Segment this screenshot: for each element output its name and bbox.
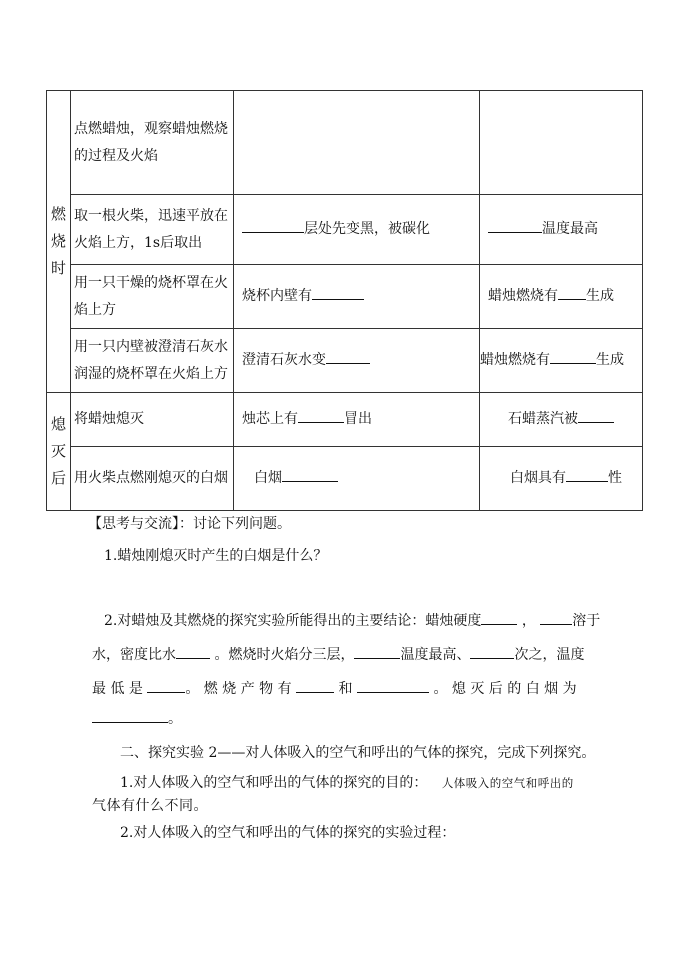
answer-blank[interactable] xyxy=(470,644,514,659)
observation-cell xyxy=(234,195,480,265)
observation-cell xyxy=(234,265,480,329)
answer-blank[interactable] xyxy=(354,644,400,659)
conclusion-cell xyxy=(480,195,643,265)
section-2-item-2: 2.对人体吸入的空气和呼出的气体的探究的实验过程： xyxy=(120,825,456,841)
answer-blank[interactable] xyxy=(296,678,334,693)
question-2-line-2 xyxy=(92,644,584,664)
conclusion-cell xyxy=(480,447,643,511)
observation-text: 白烟 xyxy=(254,470,282,486)
item-1-answer-b: 气体有什么不同。 xyxy=(92,798,208,814)
q2-text: 溶于 xyxy=(572,613,601,629)
answer-blank[interactable] xyxy=(147,678,185,693)
group-after-cell xyxy=(47,393,71,511)
item-1-label: 1.对人体吸入的空气和呼出的气体的探究的目的： xyxy=(120,775,428,791)
operation-cell xyxy=(71,265,234,329)
section-2-title: 二、探究实验 2——对人体吸入的空气和呼出的气体的探究，完成下列探究。 xyxy=(120,745,596,761)
q2-text: 。 熄 灭 后 的 白 烟 为 xyxy=(433,681,577,697)
answer-blank[interactable] xyxy=(540,610,572,625)
table-row xyxy=(47,195,643,265)
operation-cell xyxy=(71,195,234,265)
think-heading: 【思考与交流】：讨论下列问题。 xyxy=(88,516,291,532)
q2-text: 温度最高、 xyxy=(400,647,471,663)
conclusion-text: 石蜡蒸汽被 xyxy=(508,411,578,427)
answer-blank[interactable] xyxy=(558,285,586,300)
conclusion-cell xyxy=(480,329,643,393)
q2-text: 和 xyxy=(338,681,353,697)
answer-blank[interactable] xyxy=(298,408,344,423)
answer-blank[interactable] xyxy=(578,408,614,423)
answer-blank[interactable] xyxy=(481,610,517,625)
experiment-table xyxy=(46,90,643,511)
observation-cell xyxy=(234,91,480,195)
answer-blank[interactable] xyxy=(176,644,210,659)
question-1: 1.蜡烛刚熄灭时产生的白烟是什么？ xyxy=(104,548,328,564)
conclusion-text-end: 性 xyxy=(608,470,622,486)
answer-blank[interactable] xyxy=(242,218,304,233)
observation-text: 层处先变黑，被碳化 xyxy=(304,221,430,237)
operation-cell xyxy=(71,329,234,393)
table-row xyxy=(47,447,643,511)
table-row xyxy=(47,265,643,329)
question-2-line-1 xyxy=(104,610,600,630)
operation-text: 用一只内壁被澄清石灰水润湿的烧杯罩在火焰上方 xyxy=(74,338,228,382)
q2-text: 。 xyxy=(168,711,182,727)
conclusion-cell xyxy=(480,393,643,447)
observation-text: 烧杯内壁有 xyxy=(242,288,312,304)
observation-text: 澄清石灰水变 xyxy=(242,352,326,368)
item-1-answer-a: 人体吸入的空气和呼出的 xyxy=(441,776,574,790)
conclusion-cell xyxy=(480,265,643,329)
operation-text: 将蜡烛熄灭 xyxy=(74,411,144,427)
operation-cell xyxy=(71,447,234,511)
table-row xyxy=(47,91,643,195)
group-burning-label: 燃烧时 xyxy=(50,204,66,277)
q2-text: 2.对蜡烛及其燃烧的探究实验所能得出的主要结论：蜡烛硬度 xyxy=(104,613,482,629)
q2-text: 次之，温度 xyxy=(514,647,585,663)
operation-text: 用火柴点燃刚熄灭的白烟 xyxy=(74,470,228,486)
operation-cell xyxy=(71,393,234,447)
operation-text: 点燃蜡烛，观察蜡烛燃烧的过程及火焰 xyxy=(74,120,228,164)
question-2-line-3 xyxy=(92,678,577,698)
conclusion-text: 蜡烛燃烧有 xyxy=(480,352,550,368)
section-2-item-1 xyxy=(120,772,574,792)
answer-blank[interactable] xyxy=(92,708,168,723)
q2-text: 。 燃 烧 产 物 有 xyxy=(185,681,292,697)
observation-cell xyxy=(234,393,480,447)
q2-text: 。燃烧时火焰分三层， xyxy=(214,647,355,663)
table-row xyxy=(47,393,643,447)
observation-text: 烛芯上有 xyxy=(242,411,298,427)
answer-blank[interactable] xyxy=(566,467,608,482)
group-burning-cell xyxy=(47,91,71,393)
answer-blank[interactable] xyxy=(488,218,542,233)
q2-text: 最 低 是 xyxy=(92,681,143,697)
conclusion-text: 温度最高 xyxy=(542,221,598,237)
table-row xyxy=(47,329,643,393)
operation-cell xyxy=(71,91,234,195)
conclusion-text: 白烟具有 xyxy=(510,470,566,486)
q2-text: ， xyxy=(521,613,536,629)
q2-text: 水，密度比水 xyxy=(92,647,176,663)
group-after-label: 熄灭后 xyxy=(50,414,66,487)
observation-cell xyxy=(234,329,480,393)
operation-text: 用一只干燥的烧杯罩在火焰上方 xyxy=(74,274,228,318)
conclusion-text-end: 生成 xyxy=(586,288,614,304)
conclusion-cell xyxy=(480,91,643,195)
answer-blank[interactable] xyxy=(357,678,429,693)
answer-blank[interactable] xyxy=(282,467,338,482)
answer-blank[interactable] xyxy=(326,349,370,364)
question-2-line-4 xyxy=(92,708,182,728)
observation-cell xyxy=(234,447,480,511)
observation-text-end: 冒出 xyxy=(344,411,372,427)
operation-text: 取一根火柴，迅速平放在火焰上方，1s后取出 xyxy=(74,207,228,251)
conclusion-text-end: 生成 xyxy=(596,352,624,368)
answer-blank[interactable] xyxy=(550,349,596,364)
conclusion-text: 蜡烛燃烧有 xyxy=(488,288,558,304)
answer-blank[interactable] xyxy=(312,285,364,300)
